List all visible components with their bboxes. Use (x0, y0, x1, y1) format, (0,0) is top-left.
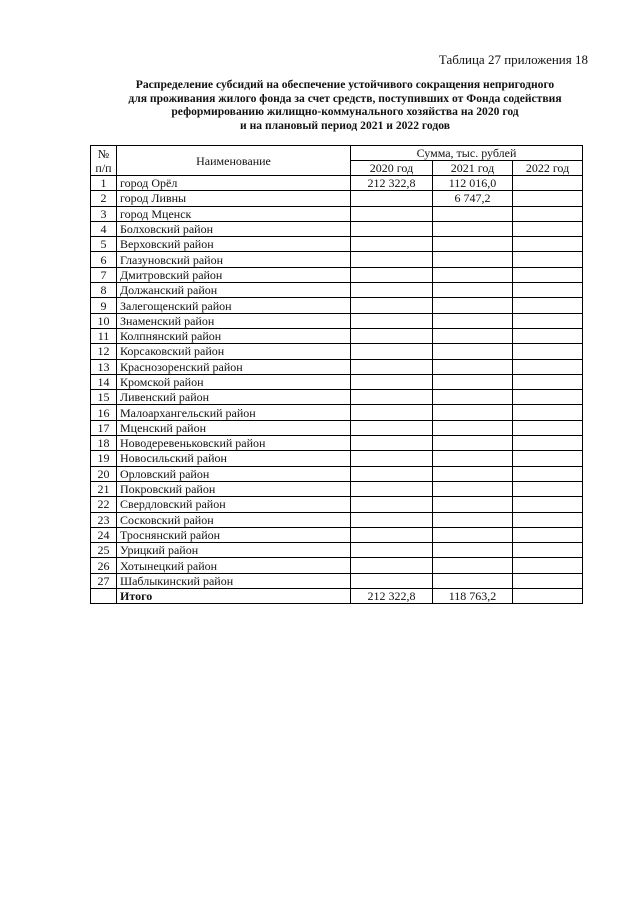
row-value-2022 (513, 252, 583, 267)
table-row (91, 328, 583, 343)
table-row (91, 543, 583, 558)
row-name: Глазуновский район (117, 252, 351, 267)
table-row (91, 191, 583, 206)
row-number: 3 (91, 206, 117, 221)
title-line: для проживания жилого фонда за счет средств, поступивших от Фонда содействия (128, 91, 562, 105)
row-value-2021 (433, 298, 513, 313)
table-row (91, 298, 583, 313)
table-row (91, 176, 583, 191)
row-value-2020 (351, 573, 433, 588)
row-value-2021 (433, 344, 513, 359)
row-value-2021 (433, 481, 513, 496)
row-number: 26 (91, 558, 117, 573)
row-number: 4 (91, 221, 117, 236)
table-row (91, 497, 583, 512)
row-value-2021 (433, 436, 513, 451)
row-value-2021 (433, 543, 513, 558)
row-value-2021 (433, 283, 513, 298)
row-value-2021 (433, 390, 513, 405)
row-value-2022 (513, 481, 583, 496)
table-row (91, 558, 583, 573)
row-value-2020 (351, 512, 433, 527)
row-number: 12 (91, 344, 117, 359)
row-value-2021 (433, 359, 513, 374)
row-value-2022 (513, 497, 583, 512)
row-name: Малоархангельский район (117, 405, 351, 420)
row-number: 13 (91, 359, 117, 374)
row-value-2021 (433, 374, 513, 389)
row-value-2020 (351, 252, 433, 267)
row-value-2020 (351, 267, 433, 282)
row-value-2021: 112 016,0 (433, 176, 513, 191)
row-number: 1 (91, 176, 117, 191)
total-value-2020: 212 322,8 (351, 589, 433, 604)
row-value-2022 (513, 390, 583, 405)
table-row (91, 283, 583, 298)
row-value-2022 (513, 176, 583, 191)
row-number: 15 (91, 390, 117, 405)
row-name: Новодеревеньковский район (117, 436, 351, 451)
row-number: 20 (91, 466, 117, 481)
row-value-2022 (513, 283, 583, 298)
row-value-2022 (513, 374, 583, 389)
title-line: Распределение субсидий на обеспечение устойчивого сокращения непригодного (135, 78, 555, 91)
table-row (91, 252, 583, 267)
row-number: 27 (91, 573, 117, 588)
row-number: 8 (91, 283, 117, 298)
row-value-2021 (433, 313, 513, 328)
row-value-2021 (433, 405, 513, 420)
row-value-2022 (513, 405, 583, 420)
table-row (91, 527, 583, 542)
row-value-2020 (351, 283, 433, 298)
row-value-2022 (513, 206, 583, 221)
row-value-2020: 212 322,8 (351, 176, 433, 191)
row-name: Хотынецкий район (117, 558, 351, 573)
row-number: 5 (91, 237, 117, 252)
total-value-2022 (513, 589, 583, 604)
header-name: Наименование (117, 146, 351, 176)
row-name: Мценский район (117, 420, 351, 435)
row-number: 11 (91, 328, 117, 343)
row-value-2022 (513, 436, 583, 451)
row-value-2020 (351, 527, 433, 542)
row-value-2022 (513, 344, 583, 359)
row-value-2021 (433, 237, 513, 252)
table-row (91, 405, 583, 420)
row-name: Шаблыкинский район (117, 573, 351, 588)
row-value-2022 (513, 512, 583, 527)
row-number: 16 (91, 405, 117, 420)
row-name: Сосковский район (117, 512, 351, 527)
row-value-2021 (433, 420, 513, 435)
table-row (91, 267, 583, 282)
document-title (90, 78, 600, 132)
table-row (91, 466, 583, 481)
row-value-2020 (351, 481, 433, 496)
row-value-2021 (433, 267, 513, 282)
row-value-2020 (351, 466, 433, 481)
row-name: Должанский район (117, 283, 351, 298)
row-number: 19 (91, 451, 117, 466)
table-body (91, 176, 583, 604)
header-year-2021: 2021 год (433, 161, 513, 176)
table-row (91, 221, 583, 236)
table-row (91, 390, 583, 405)
table-row (91, 313, 583, 328)
row-value-2020 (351, 298, 433, 313)
row-value-2020 (351, 436, 433, 451)
row-name: Корсаковский район (117, 344, 351, 359)
row-value-2022 (513, 573, 583, 588)
row-value-2020 (351, 328, 433, 343)
row-name: Болховский район (117, 221, 351, 236)
row-name: город Мценск (117, 206, 351, 221)
table-row (91, 374, 583, 389)
header-number-line2: п/п (95, 160, 112, 175)
row-number: 22 (91, 497, 117, 512)
row-value-2022 (513, 328, 583, 343)
row-value-2022 (513, 313, 583, 328)
table-row (91, 344, 583, 359)
row-number: 10 (91, 313, 117, 328)
total-label: Итого (117, 589, 351, 604)
row-value-2020 (351, 543, 433, 558)
row-value-2022 (513, 359, 583, 374)
row-value-2021 (433, 328, 513, 343)
table-row (91, 481, 583, 496)
row-number: 9 (91, 298, 117, 313)
row-value-2021 (433, 527, 513, 542)
row-value-2021 (433, 512, 513, 527)
table-caption: Таблица 27 приложения 18 (438, 52, 588, 67)
total-value-2021: 118 763,2 (433, 589, 513, 604)
table-row (91, 420, 583, 435)
row-name: Знаменский район (117, 313, 351, 328)
table-row (91, 237, 583, 252)
row-value-2020 (351, 558, 433, 573)
row-value-2020 (351, 451, 433, 466)
row-number: 7 (91, 267, 117, 282)
row-name: Покровский район (117, 481, 351, 496)
header-row (91, 146, 583, 161)
row-name: Залегощенский район (117, 298, 351, 313)
row-value-2022 (513, 527, 583, 542)
table-row (91, 436, 583, 451)
row-value-2020 (351, 390, 433, 405)
row-value-2021 (433, 497, 513, 512)
row-name: Дмитровский район (117, 267, 351, 282)
subsidy-table (90, 145, 583, 604)
total-row (91, 589, 583, 604)
row-value-2021 (433, 206, 513, 221)
row-number: 17 (91, 420, 117, 435)
row-number: 23 (91, 512, 117, 527)
total-number (91, 589, 117, 604)
row-value-2020 (351, 420, 433, 435)
row-value-2022 (513, 267, 583, 282)
header-number (91, 146, 117, 176)
table-row (91, 359, 583, 374)
row-number: 14 (91, 374, 117, 389)
header-year-2020: 2020 год (351, 161, 433, 176)
row-value-2022 (513, 543, 583, 558)
row-value-2020 (351, 359, 433, 374)
title-line: и на плановый период 2021 и 2022 годов (239, 118, 451, 132)
row-number: 21 (91, 481, 117, 496)
row-name: Троснянский район (117, 527, 351, 542)
row-value-2020 (351, 191, 433, 206)
header-sum: Сумма, тыс. рублей (351, 146, 583, 161)
row-value-2021 (433, 451, 513, 466)
row-value-2022 (513, 420, 583, 435)
row-name: Свердловский район (117, 497, 351, 512)
row-value-2021 (433, 221, 513, 236)
row-name: Орловский район (117, 466, 351, 481)
row-value-2021: 6 747,2 (433, 191, 513, 206)
row-value-2020 (351, 344, 433, 359)
row-value-2020 (351, 237, 433, 252)
row-name: Новосильский район (117, 451, 351, 466)
row-value-2020 (351, 374, 433, 389)
row-value-2022 (513, 558, 583, 573)
row-name: Краснозоренский район (117, 359, 351, 374)
row-name: город Ливны (117, 191, 351, 206)
row-value-2020 (351, 313, 433, 328)
row-number: 2 (91, 191, 117, 206)
row-number: 6 (91, 252, 117, 267)
row-name: Урицкий район (117, 543, 351, 558)
row-value-2020 (351, 405, 433, 420)
row-value-2021 (433, 252, 513, 267)
row-value-2022 (513, 191, 583, 206)
row-number: 25 (91, 543, 117, 558)
row-value-2021 (433, 558, 513, 573)
row-value-2022 (513, 466, 583, 481)
row-value-2021 (433, 573, 513, 588)
row-name: Ливенский район (117, 390, 351, 405)
table-row (91, 206, 583, 221)
row-value-2022 (513, 298, 583, 313)
row-name: Верховский район (117, 237, 351, 252)
row-value-2020 (351, 221, 433, 236)
table-row (91, 573, 583, 588)
row-name: Колпнянский район (117, 328, 351, 343)
header-number-line1: № (97, 146, 110, 161)
table-row (91, 451, 583, 466)
row-value-2022 (513, 451, 583, 466)
row-number: 18 (91, 436, 117, 451)
row-name: Кромской район (117, 374, 351, 389)
row-value-2020 (351, 206, 433, 221)
row-number: 24 (91, 527, 117, 542)
row-value-2022 (513, 221, 583, 236)
row-value-2021 (433, 466, 513, 481)
table-row (91, 512, 583, 527)
row-name: город Орёл (117, 176, 351, 191)
header-year-2022: 2022 год (513, 161, 583, 176)
row-value-2020 (351, 497, 433, 512)
row-value-2022 (513, 237, 583, 252)
title-line: реформированию жилищно-коммунального хозяйства на 2020 год (171, 105, 519, 118)
